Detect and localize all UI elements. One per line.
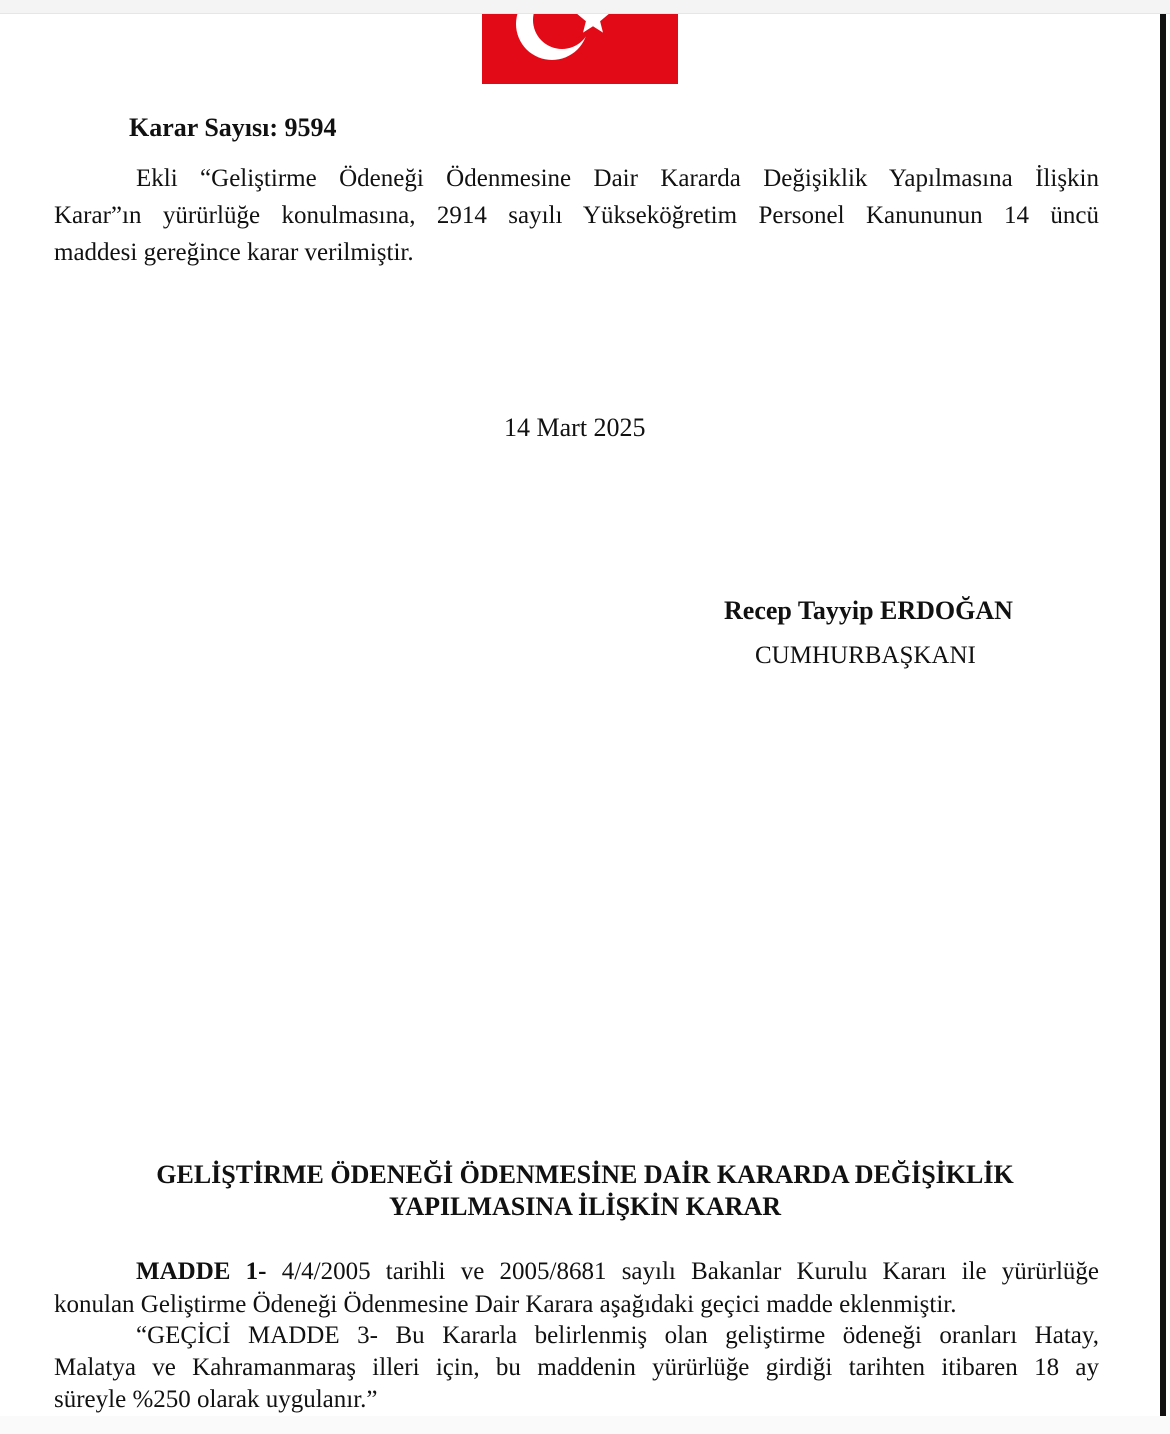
preamble-line-1: Ekli “Geliştirme Ödeneği Ödenmesine Dair Kararda Değişiklik Yapılmasına İlişkin [136,165,1099,192]
top-edge [0,0,1170,14]
article-1-line-2: konulan Geliştirme Ödeneği Ödenmesine Dair Karara aşağıdaki geçici madde eklenmiştir. [54,1291,957,1318]
decision-date: 14 Mart 2025 [504,413,646,442]
annex-title-line-2: YAPILMASINA İLİŞKİN KARAR [388,1192,781,1221]
preamble-line-2: Karar”ın yürürlüğe konulmasına, 2914 sayılı Yükseköğretim Personel Kanununun 14 üncü [54,202,1099,229]
temporary-article-line-2: Malatya ve Kahramanmaraş illeri için, bu maddenin yürürlüğe girdiği tarihten itibaren 18 ay [54,1354,1099,1381]
temporary-article-line-3: süreyle %250 olarak uygulanır.” [54,1386,378,1413]
article-1-text: 4/4/2005 tarihli ve 2005/8681 sayılı Bakanlar Kurulu Kararı ile yürürlüğe [266,1258,1099,1285]
turkish-flag-icon [482,14,678,84]
bottom-edge [0,1416,1170,1434]
signatory-name [724,596,1013,626]
temporary-article-line-1: “GEÇİCİ MADDE 3- Bu Kararla belirlenmiş olan geliştirme ödeneği oranları Hatay, [136,1322,1099,1349]
decision-number: Karar Sayısı: 9594 [129,113,337,142]
article-1-line-1 [54,1257,1099,1287]
annex-title-line-1: GELİŞTİRME ÖDENEĞİ ÖDENMESİNE DAİR KARARDA DEĞİŞİKLİK [156,1160,1014,1189]
signatory-given-names: Recep Tayyip [724,596,881,625]
signatory-title: CUMHURBAŞKANI [755,642,976,669]
article-1-label: MADDE 1- [136,1258,267,1285]
signatory-surname: ERDOĞAN [880,596,1013,625]
preamble-line-3: maddesi gereğince karar verilmiştir. [54,239,414,266]
